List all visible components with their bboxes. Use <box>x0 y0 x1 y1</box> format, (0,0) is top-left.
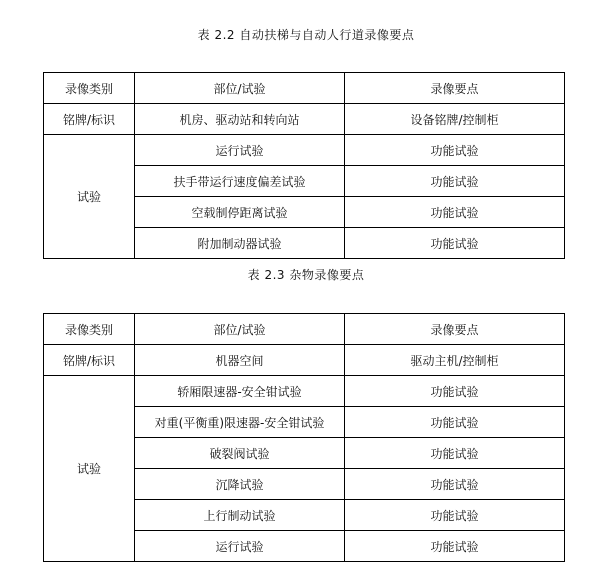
part-cell: 空载制停距离试验 <box>135 197 345 228</box>
part-cell: 上行制动试验 <box>135 500 345 531</box>
part-cell: 破裂阀试验 <box>135 438 345 469</box>
header-key-points: 录像要点 <box>345 73 565 104</box>
key-point-cell: 功能试验 <box>345 197 565 228</box>
key-point-cell: 功能试验 <box>345 438 565 469</box>
header-part-test: 部位/试验 <box>135 73 345 104</box>
key-point-cell: 功能试验 <box>345 135 565 166</box>
table-row <box>44 104 565 135</box>
part-cell: 扶手带运行速度偏差试验 <box>135 166 345 197</box>
header-category: 录像类别 <box>44 73 135 104</box>
part-cell: 机房、驱动站和转向站 <box>135 104 345 135</box>
header-part-test: 部位/试验 <box>135 314 345 345</box>
escalator-recording-table <box>43 72 565 259</box>
key-point-cell: 功能试验 <box>345 531 565 562</box>
key-point-cell: 功能试验 <box>345 500 565 531</box>
table-row <box>44 345 565 376</box>
part-cell: 对重(平衡重)限速器-安全钳试验 <box>135 407 345 438</box>
key-point-cell: 功能试验 <box>345 469 565 500</box>
part-cell: 运行试验 <box>135 531 345 562</box>
table-row <box>44 376 565 407</box>
key-point-cell: 设备铭牌/控制柜 <box>345 104 565 135</box>
category-cell: 试验 <box>44 135 135 259</box>
header-category: 录像类别 <box>44 314 135 345</box>
table-caption-2-2: 表 2.2 自动扶梯与自动人行道录像要点 <box>197 28 415 42</box>
table-header-row <box>44 73 565 104</box>
header-key-points: 录像要点 <box>345 314 565 345</box>
key-point-cell: 功能试验 <box>345 228 565 259</box>
table-header-row <box>44 314 565 345</box>
part-cell: 附加制动器试验 <box>135 228 345 259</box>
table-row <box>44 135 565 166</box>
part-cell: 沉降试验 <box>135 469 345 500</box>
key-point-cell: 功能试验 <box>345 166 565 197</box>
category-cell: 铭牌/标识 <box>44 104 135 135</box>
key-point-cell: 功能试验 <box>345 376 565 407</box>
misc-recording-table <box>43 313 565 562</box>
table-caption-2-3: 表 2.3 杂物录像要点 <box>247 268 365 282</box>
key-point-cell: 功能试验 <box>345 407 565 438</box>
key-point-cell: 驱动主机/控制柜 <box>345 345 565 376</box>
part-cell: 运行试验 <box>135 135 345 166</box>
part-cell: 轿厢限速器-安全钳试验 <box>135 376 345 407</box>
part-cell: 机器空间 <box>135 345 345 376</box>
category-cell: 铭牌/标识 <box>44 345 135 376</box>
category-cell: 试验 <box>44 376 135 562</box>
